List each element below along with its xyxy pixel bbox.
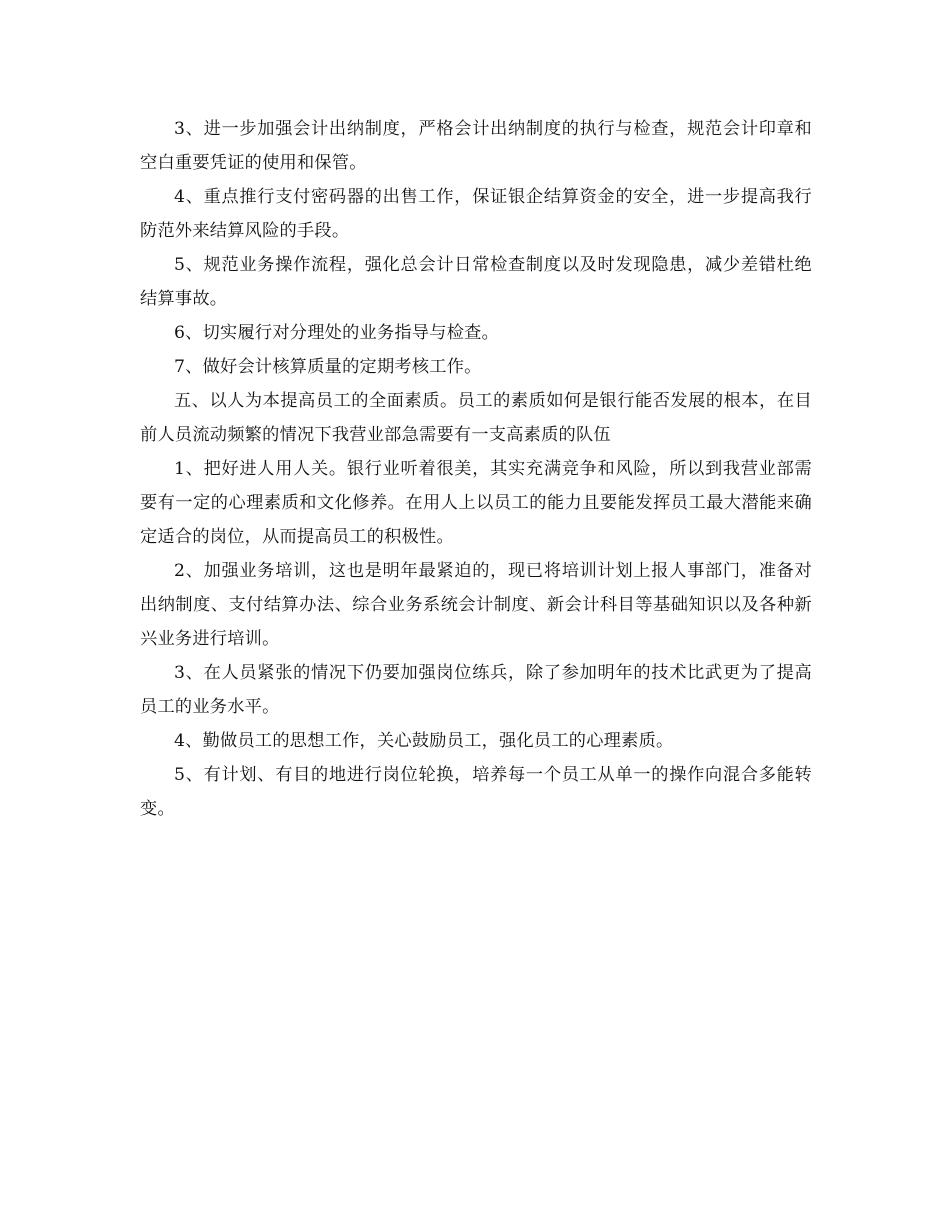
paragraph-branch-guidance: 6、切实履行对分理处的业务指导与检查。 bbox=[174, 323, 500, 343]
paragraph-training: 2、加强业务培训，这也是明年最紧迫的，现已将培训计划上报人事部门，准备对出纳制度、支付结算办法、综合业务系统会计制度、新会计科目等基础知识以及各种新兴业务进行培训。 bbox=[140, 561, 812, 649]
section-heading-staff-quality: 五、以人为本提高员工的全面素质。员工的素质如何是银行能否发展的根本，在目前人员流动频繁的情况下我营业部急需要有一支高素质的队伍 bbox=[140, 391, 812, 445]
paragraph-accounting-cashier-system: 3、进一步加强会计出纳制度，严格会计出纳制度的执行与检查，规范会计印章和空白重要凭证的使用和保管。 bbox=[140, 119, 812, 173]
paragraph-hiring: 1、把好进人用人关。银行业听着很美，其实充满竞争和风险，所以到我营业部需要有一定的心理素质和文化修养。在用人上以员工的能力且要能发挥员工最大潜能来确定适合的岗位，从而提高员工的积极性。 bbox=[140, 459, 812, 547]
paragraph-staff-care: 4、勤做员工的思想工作，关心鼓励员工，强化员工的心理素质。 bbox=[174, 731, 674, 751]
paragraph-payment-password-device: 4、重点推行支付密码器的出售工作，保证银企结算资金的安全，进一步提高我行防范外来结算风险的手段。 bbox=[140, 187, 812, 241]
paragraph-job-rotation: 5、有计划、有目的地进行岗位轮换，培养每一个员工从单一的操作向混合多能转变。 bbox=[140, 765, 812, 819]
paragraph-quality-assessment: 7、做好会计核算质量的定期考核工作。 bbox=[174, 357, 482, 377]
paragraph-skill-practice: 3、在人员紧张的情况下仍要加强岗位练兵，除了参加明年的技术比武更为了提高员工的业务水平。 bbox=[140, 663, 812, 717]
paragraph-operation-process: 5、规范业务操作流程，强化总会计日常检查制度以及时发现隐患，减少差错杜绝结算事故。 bbox=[140, 255, 812, 309]
document-body bbox=[140, 112, 812, 826]
